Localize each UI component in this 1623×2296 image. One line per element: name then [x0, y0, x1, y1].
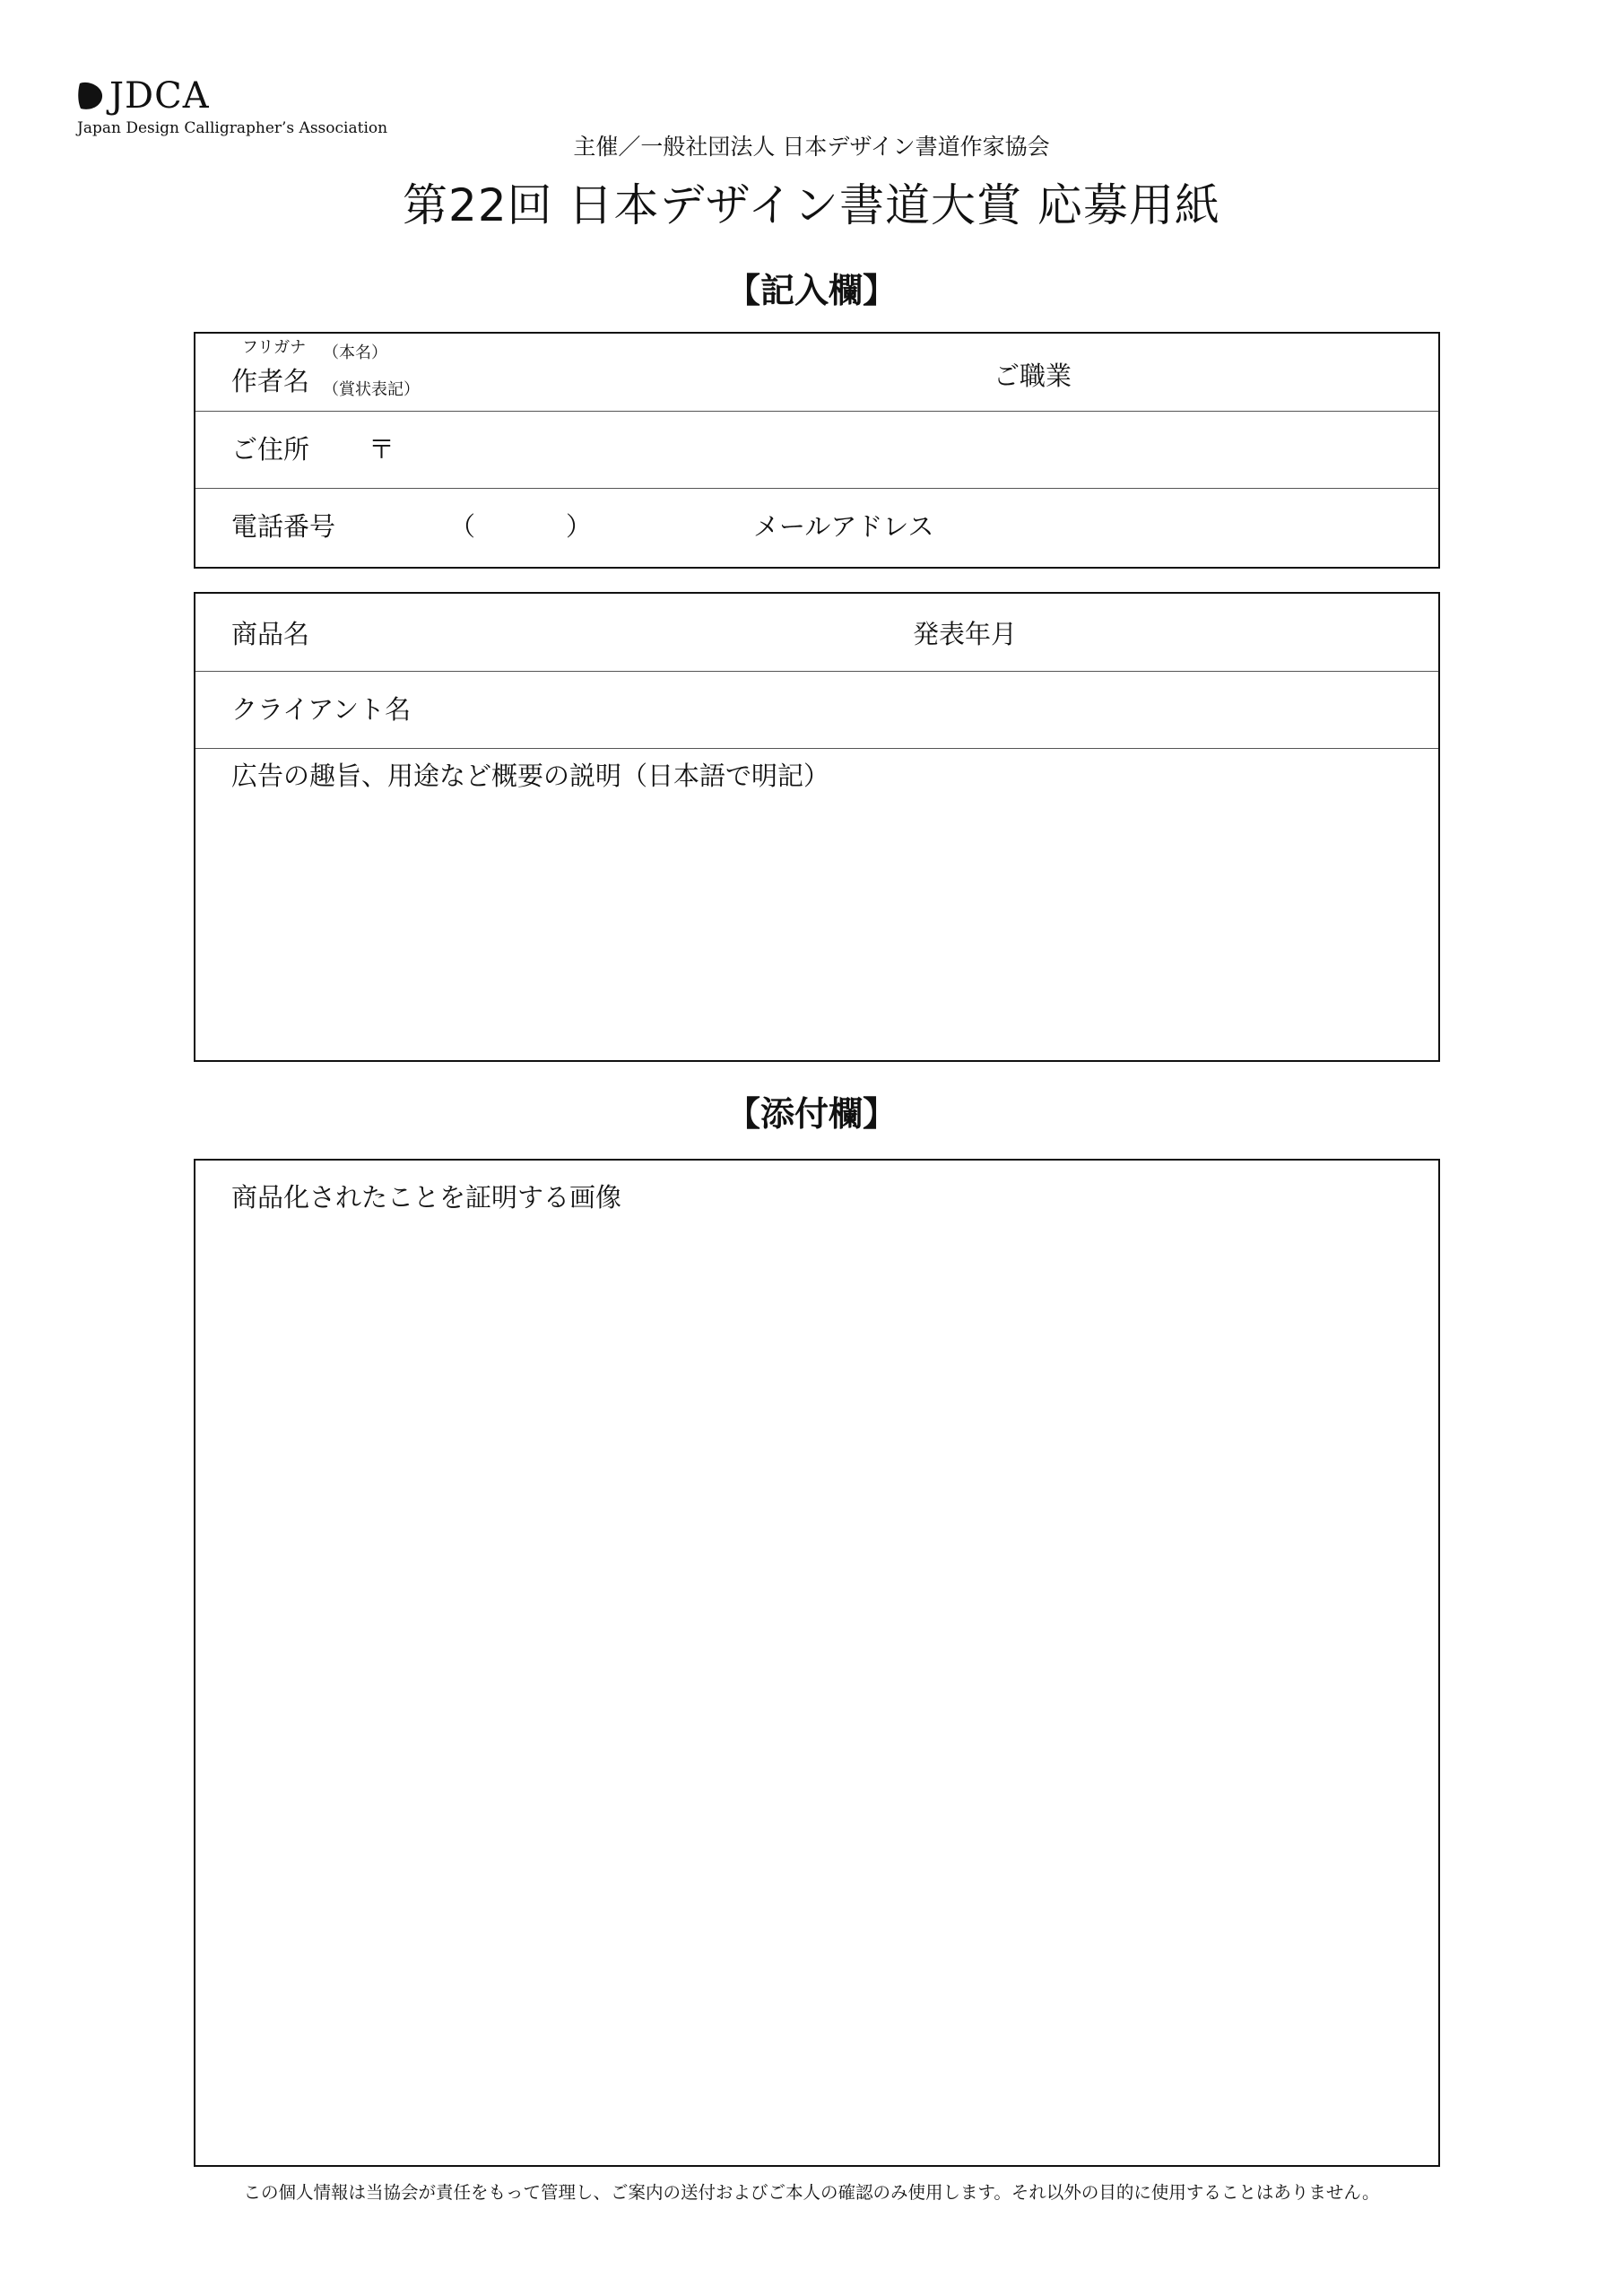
client-name-label: クライアント名: [231, 694, 412, 725]
address-label: ご住所: [231, 434, 310, 465]
entry-form-box: [194, 332, 1440, 569]
client-row[interactable]: [195, 671, 1438, 749]
award-name-note: （賞状表記）: [323, 380, 420, 399]
logo-subtitle: Japan Design Calligrapher’s Association: [77, 119, 388, 137]
product-form-box: [194, 592, 1440, 1062]
product-row[interactable]: [195, 594, 1438, 672]
furigana-label: フリガナ: [242, 338, 307, 357]
brush-dot-icon: [77, 81, 104, 111]
author-name-label: 作者名: [231, 366, 310, 396]
organizer-line: 主催／一般社団法人 日本デザイン書道作家協会: [573, 134, 1050, 160]
description-label: 広告の趣旨、用途など概要の説明（日本語で明記）: [231, 761, 830, 791]
phone-row[interactable]: [195, 488, 1438, 567]
privacy-notice: この個人情報は当協会が責任をもって管理し、ご案内の送付およびご本人の確認のみ使用します。それ以外の目的に使用することはありません。: [243, 2182, 1380, 2203]
description-area[interactable]: [195, 748, 1438, 1060]
email-label: メールアドレス: [753, 511, 934, 542]
entry-section-heading: 【記入欄】: [725, 270, 897, 310]
attachment-box[interactable]: [194, 1159, 1440, 2167]
product-name-label: 商品名: [231, 619, 310, 649]
proof-image-label: 商品化されたことを証明する画像: [231, 1182, 622, 1213]
phone-label: 電話番号: [231, 511, 336, 542]
occupation-label: ご職業: [994, 361, 1072, 391]
phone-paren-close: ）: [566, 511, 593, 542]
name-row[interactable]: [195, 334, 1438, 412]
phone-paren-open: （: [449, 511, 476, 542]
real-name-note: （本名）: [323, 344, 387, 362]
page-title: 第22回 日本デザイン書道大賞 応募用紙: [403, 179, 1220, 231]
attachment-section-heading: 【添付欄】: [725, 1093, 897, 1134]
logo-wordmark: JDCA: [109, 75, 210, 117]
release-date-label: 発表年月: [913, 619, 1018, 649]
address-row[interactable]: [195, 411, 1438, 489]
postal-mark: 〒: [369, 434, 395, 465]
